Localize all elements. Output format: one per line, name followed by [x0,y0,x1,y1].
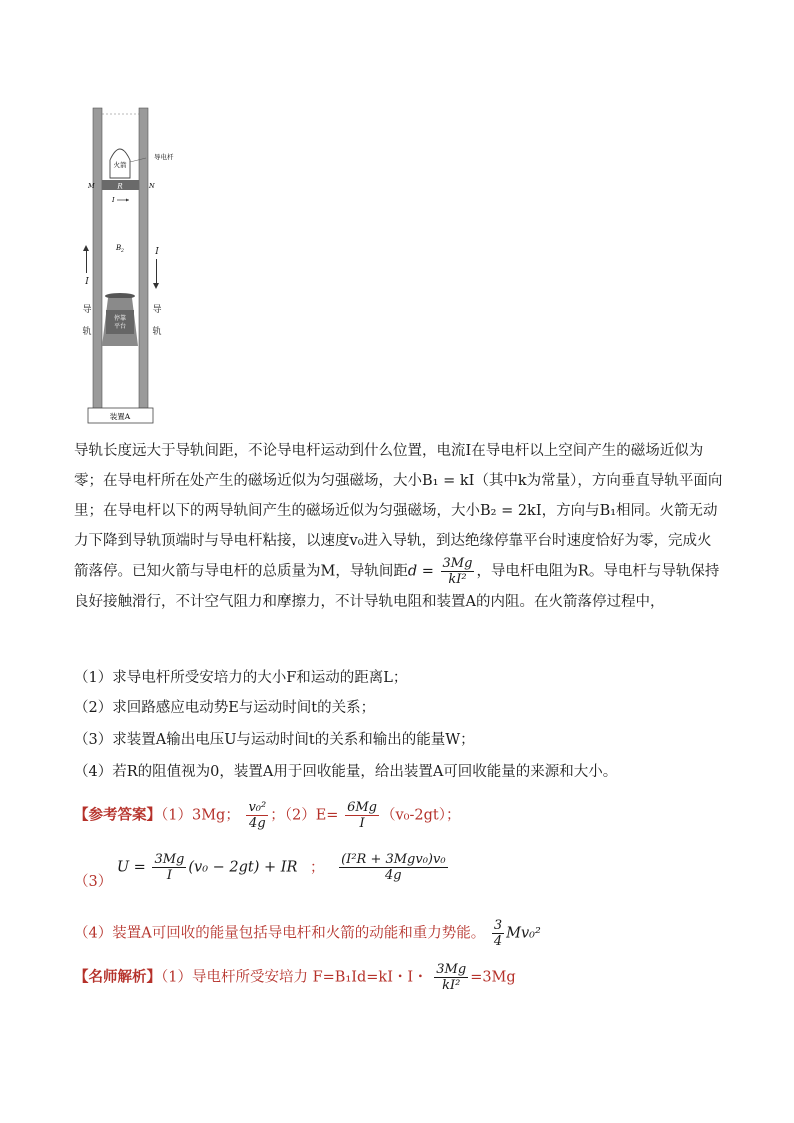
left-rail [93,108,102,410]
left-side-annotations [80,245,94,365]
r-label: R [117,182,123,191]
b2-sub: 2 [121,249,124,254]
n-label: N [149,182,155,190]
rod-label: 导电杆 [154,153,174,161]
answer-w-fraction: $\frac{\text{(I²R + 3Mgv₀)v₀}}{4g}$ [341,852,446,883]
m-label: M [88,182,95,190]
answer-e-fraction: $\frac{6Mg}{I}$ [347,800,377,831]
right-current-label: I [155,247,159,257]
question-3: （3）求装置A输出电压U与运动时间t的关系和输出的能量W； [74,732,475,748]
question-1: （1）求导电杆所受安培力的大小F和运动的距离L； [74,670,408,686]
right-rail-label: 导轨 [152,305,162,337]
answer-tag: 【参考答案】 [74,806,161,824]
question-2: （2）求回路感应电动势E与运动时间t的关系； [74,700,376,716]
right-side-annotations [150,245,164,365]
problem-text-1: 导轨长度远大于导轨间距，不论导电杆运动到什么位置，电流I在导电杆以上空间产生的磁场近似为零；在导电杆所在处产生的磁场近似为匀强磁场，大小B₁ = kI（其中k为常量），方向垂直导轨平面向里；在导电杆以下的两导轨间产生的磁场近似为匀强磁场，大小B₂ = 2kI，方向与B₁相同。火箭无动力下降到导轨顶端时与导电杆粘接，以速度v₀进入导轨，到达绝缘停靠平台时速度恰好为零，完成火箭落停。已知火箭与导电杆的总质量为M，导轨间距 [74,443,723,580]
rocket-label: 火箭 [113,161,127,169]
problem-paragraph: 导轨长度远大于导轨间距，不论导电杆运动到什么位置，电流I在导电杆以上空间产生的磁场近似为零；在导电杆所在处产生的磁场近似为匀强磁场，大小B₁ = kI（其中k为常量），方向垂直导轨平面向里；在导电杆以下的两导轨间产生的磁场近似为匀强磁场，大小B₂ = 2kI，方向与B₁相同。火箭无动力下降到导轨顶端时与导电杆粘接，以速度v₀进入导轨，到达绝缘停靠平台时速度恰好为零，完成火箭落停。已知火箭与导电杆的总质量为M，导轨间距d = $\frac{3Mg}{\text{kI²}}$ ，导电杆电阻为R。导电杆与导轨保持良好接触滑行，不计空气阻力和摩擦力，不计导轨电阻和装置A的内阻。在火箭落停过程中， [74,443,723,610]
right-rail [139,108,148,410]
b2-label: B [116,244,122,252]
problem-text-2: ，导电杆电阻为R。导电杆与导轨保持良好接触滑行，不计空气阻力和摩擦力，不计导轨电阻和装置A的内阻。在火箭落停过程中， [74,563,720,610]
answer-l-fraction: $\frac{\text{v₀²}}{4g}$ [248,800,267,831]
platform-label: 停靠平台 [113,315,127,330]
analysis-fraction: $\frac{3Mg}{\text{kI²}}$ [436,962,467,993]
device-label: 装置A [109,412,131,421]
answer-energy-fraction: $\frac{3}{4}$ [493,918,503,949]
d-fraction: $\frac{3Mg}{\text{kI²}}$ [442,556,473,587]
analysis-line-1: 【名师解析】（1）导电杆所受安培力 F=B₁Id=kI・I・ $\frac{3Mg}{\text{kI²}}$ =3Mg [74,962,516,993]
answer-u-fraction: $\frac{3Mg}{I}$ [154,852,185,883]
rod-current-label: I [112,196,115,204]
left-rail-label: 导轨 [82,305,92,337]
answer-line-4: （4）装置A可回收的能量包括导电杆和火箭的动能和重力势能。 $\frac{3}{4}$ Mv₀² [74,918,541,949]
analysis-tag: 【名师解析】 [74,968,161,986]
left-current-label: I [85,277,89,287]
question-4: （4）若R的阻值视为0，装置A用于回收能量，给出装置A可回收能量的来源和大小。 [74,764,618,780]
answer-line-3: （3） U = $\frac{3Mg}{I}$ (v₀ − 2gt) + IR ； $\frac{\text{(I²R + 3Mgv₀)v₀}}{4g}$ [74,852,446,890]
answer-line-1: 【参考答案】（1）3Mg； $\frac{\text{v₀²}}{4g}$ ；（2）E= $\frac{6Mg}{I}$ （v₀-2gt）； [74,800,461,831]
